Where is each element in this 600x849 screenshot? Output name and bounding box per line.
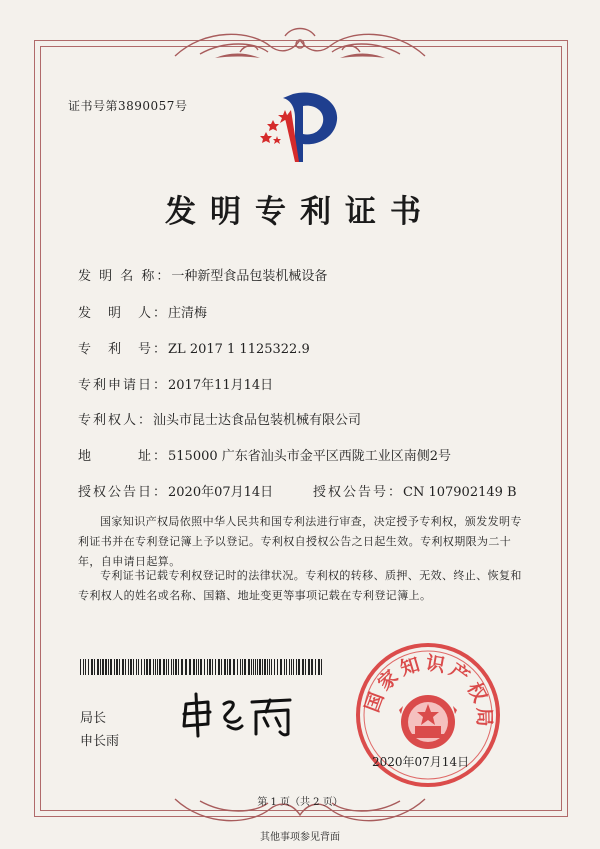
director-name: 申长雨 (80, 734, 120, 749)
barcode-bar (97, 659, 99, 675)
barcode-bar (311, 659, 313, 675)
barcode-bar (240, 659, 241, 675)
seal-date: 2020年07月14日 (372, 755, 470, 769)
grant-date-label: 授权公告日： (78, 485, 169, 500)
invention-name-value: 一种新型食品包装机械设备 (171, 269, 328, 284)
certificate-number: 证书号第3890057号 (68, 99, 188, 113)
address-value: 515000 广东省汕头市金平区西陇工业区南侧2号 (168, 449, 452, 464)
barcode-bar (153, 659, 154, 675)
grant-statement (78, 512, 533, 572)
legal-paragraph: 专利证书记载专利权登记时的法律状况。专利权的转移、质押、无效、终止、恢复和专利权人的姓名或名称、国籍、地址变更等事项记载在专利登记簿上。 (78, 569, 522, 602)
barcode-bar (267, 659, 268, 675)
barcode-bar (318, 659, 320, 675)
barcode-bar (321, 659, 322, 675)
grant-number-label: 授权公告号： (313, 485, 404, 500)
barcode-bar (248, 659, 250, 675)
barcode-bar (175, 659, 177, 675)
patent-number-value: ZL 2017 1 1125322.9 (168, 342, 310, 357)
barcode-bar (269, 659, 270, 675)
barcode-bar (229, 659, 231, 675)
barcode-bar (277, 659, 278, 675)
barcode-bar (105, 659, 107, 675)
barcode-bar (155, 659, 156, 675)
certificate-title: 发明专利证书 (165, 194, 435, 230)
barcode-bar (144, 659, 145, 675)
barcode-bar (198, 659, 199, 675)
page-number: 第 1 页（共 2 页） (257, 797, 343, 808)
barcode-bar (259, 659, 261, 675)
barcode-bar (108, 659, 109, 675)
barcode-bar (280, 659, 282, 675)
barcode-bar (83, 659, 84, 675)
grant-date-value: 2020年07月14日 (168, 485, 274, 500)
barcode-bar (196, 659, 197, 675)
barcode-bar (149, 659, 151, 675)
barcode-bar (128, 659, 129, 675)
barcode-bar (255, 659, 256, 675)
barcode-bar (271, 659, 272, 675)
barcode-icon (80, 659, 326, 675)
barcode-bar (302, 659, 304, 675)
barcode-bar (168, 659, 169, 675)
barcode-bar (114, 659, 115, 675)
barcode-bar (291, 659, 292, 675)
barcode-bar (88, 659, 89, 675)
inventor-value: 庄清梅 (168, 306, 208, 321)
barcode-bar (293, 659, 294, 675)
barcode-bar (122, 659, 124, 675)
barcode-bar (102, 659, 104, 675)
barcode-bar (130, 659, 132, 675)
barcode-bar (298, 659, 300, 675)
barcode-bar (189, 659, 191, 675)
director-title: 局长 (80, 711, 107, 726)
barcode-bar (157, 659, 158, 675)
legal-statement (78, 566, 533, 606)
barcode-bar (80, 659, 81, 675)
barcode-bar (224, 659, 226, 675)
barcode-bar (146, 659, 148, 675)
barcode-bar (308, 659, 310, 675)
barcode-bar (233, 659, 235, 675)
barcode-bar (173, 659, 174, 675)
signature-icon (178, 690, 308, 740)
barcode-bar (274, 659, 275, 675)
grant-date-row (78, 481, 273, 500)
patentee-label: 专利权人： (78, 413, 154, 428)
barcode-bar (125, 659, 126, 675)
barcode-bar (244, 659, 246, 675)
inventor-row (78, 302, 207, 321)
svg-text:国家知识产权局: 国家知识产权局 (361, 652, 496, 731)
grant-paragraph: 国家知识产权局依照中华人民共和国专利法进行审查，决定授予专利权，颁发发明专利证书并在专利登记簿上予以登记。专利权自授权公告之日起生效。专利权期限为二十年，自申请日起算。 (78, 515, 522, 568)
barcode-bar (315, 659, 316, 675)
top-ornament-icon (0, 18, 600, 68)
filing-date-row (78, 374, 273, 393)
grant-number-value: CN 107902149 B (403, 485, 517, 500)
barcode-bar (221, 659, 222, 675)
barcode-bar (166, 659, 167, 675)
patent-number-row (78, 338, 310, 357)
cnipa-logo-icon (255, 88, 345, 166)
filing-date-label: 专利申请日： (78, 378, 169, 393)
barcode-bar (286, 659, 287, 675)
barcode-bar (305, 659, 306, 675)
filing-date-value: 2017年11月14日 (168, 378, 274, 393)
barcode-bar (242, 659, 243, 675)
address-label: 地 址： (78, 449, 169, 464)
barcode-bar (262, 659, 263, 675)
barcode-bar (141, 659, 142, 675)
barcode-bar (110, 659, 112, 675)
barcode-bar (251, 659, 252, 675)
barcode-bar (237, 659, 238, 675)
barcode-bar (215, 659, 216, 675)
barcode-bar (94, 659, 95, 675)
barcode-bar (257, 659, 258, 675)
barcode-bar (178, 659, 179, 675)
barcode-bar (207, 659, 208, 675)
barcode-bar (119, 659, 120, 675)
barcode-bar (116, 659, 118, 675)
barcode-bar (181, 659, 183, 675)
barcode-bar (163, 659, 165, 675)
patentee-value: 汕头市昆士达食品包装机械有限公司 (153, 413, 362, 428)
invention-name-label: 发 明 名 称： (78, 269, 172, 284)
patentee-row (78, 409, 361, 428)
barcode-bar (209, 659, 211, 675)
barcode-bar (100, 659, 101, 675)
grant-number-row (313, 481, 517, 500)
barcode-bar (212, 659, 213, 675)
patent-number-label: 专 利 号： (78, 342, 169, 357)
barcode-bar (193, 659, 195, 675)
barcode-bar (200, 659, 202, 675)
barcode-bar (253, 659, 254, 675)
barcode-bar (136, 659, 137, 675)
barcode-bar (204, 659, 205, 675)
barcode-bar (85, 659, 86, 675)
barcode-bar (284, 659, 285, 675)
barcode-bar (138, 659, 139, 675)
inventor-label: 发 明 人： (78, 306, 169, 321)
barcode-bar (289, 659, 290, 675)
barcode-bar (218, 659, 220, 675)
barcode-bar (159, 659, 161, 675)
barcode-bar (133, 659, 134, 675)
invention-name-row (78, 265, 327, 284)
barcode-bar (171, 659, 172, 675)
barcode-bar (227, 659, 228, 675)
barcode-bar (296, 659, 297, 675)
footer-note: 其他事项参见背面 (260, 832, 340, 843)
address-row (78, 445, 451, 464)
barcode-bar (264, 659, 266, 675)
barcode-bar (185, 659, 187, 675)
barcode-bar (91, 659, 93, 675)
